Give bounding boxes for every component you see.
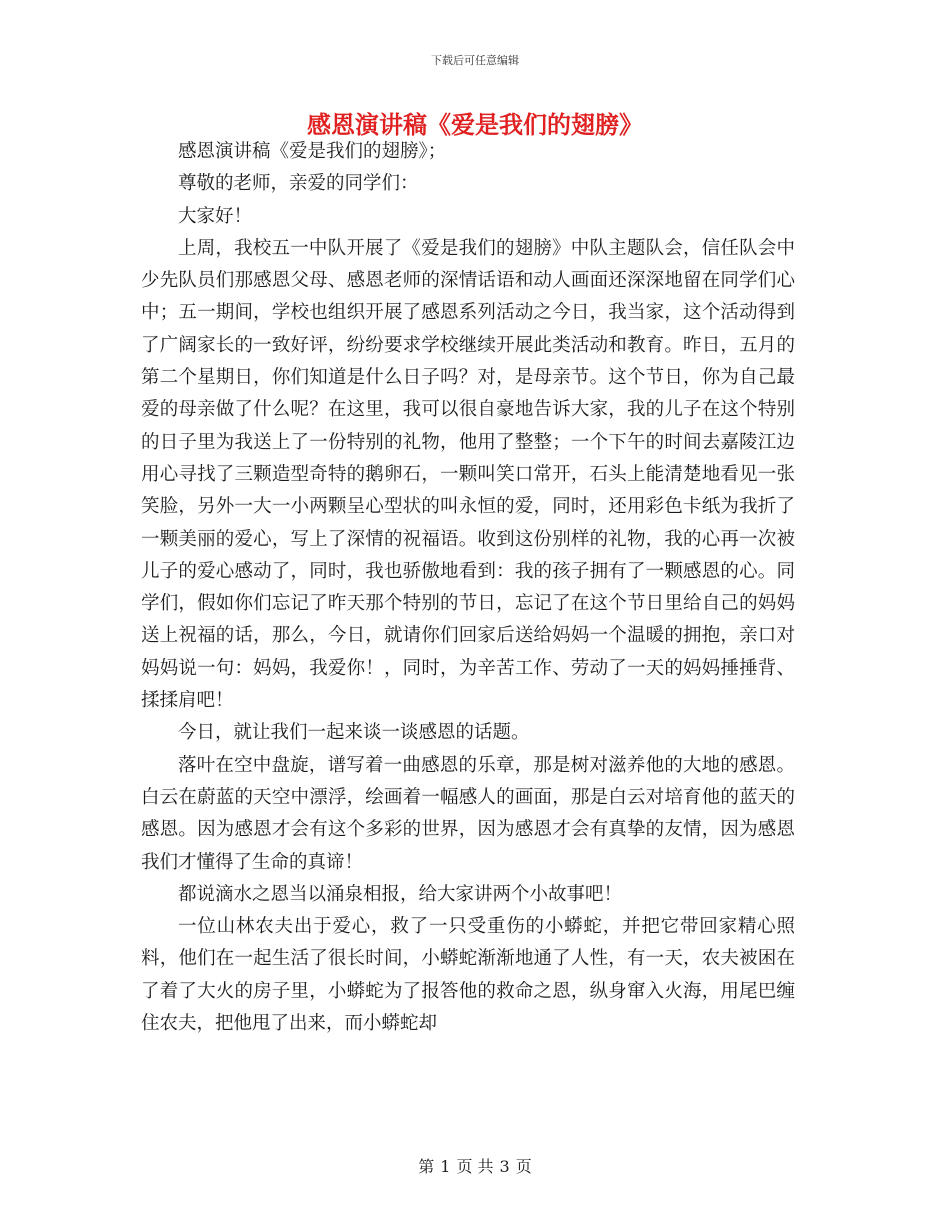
paragraph-gratitude-nature: 落叶在空中盘旋，谱写着一曲感恩的乐章，那是树对滋养他的大地的感恩。白云在蔚蓝的天空中漂浮，绘画着一幅感人的画面，那是白云对培育他的蓝天的感恩。因为感恩才会有这个多彩的世界，因为感恩才会有真挚的友情，因为感恩我们才懂得了生命的真谛！: [141, 754, 795, 873]
paragraph-title-repeat: 感恩演讲稿《爱是我们的翅膀》；: [178, 141, 447, 162]
footer-suffix: 页: [515, 1157, 532, 1176]
footer-middle: 页 共: [456, 1157, 494, 1176]
paragraph-topic-intro: 今日，就让我们一起来谈一谈感恩的话题。: [178, 722, 530, 744]
paragraph-salutation: 尊敬的老师，亲爱的同学们：: [178, 173, 419, 195]
footer-total-pages: 3: [499, 1157, 510, 1176]
page-header-note: 下载后可任意编辑: [431, 54, 519, 67]
page-footer: [0, 1154, 950, 1177]
footer-prefix: 第: [418, 1157, 435, 1176]
paragraph-two-stories-intro: 都说滴水之恩当以涌泉相报，给大家讲两个小故事吧！: [178, 883, 623, 905]
document-title: 感恩演讲稿《爱是我们的翅膀》: [307, 110, 643, 139]
footer-page-number: 1: [440, 1157, 451, 1176]
paragraph-greeting: 大家好！: [178, 205, 253, 227]
paragraph-mothers-day-story: 上周，我校五一中队开展了《爱是我们的翅膀》中队主题队会，信任队会中少先队员们那感恩父母、感恩老师的深情话语和动人画面还深深地留在同学们心中；五一期间，学校也组织开展了感恩系列活动之今日，我当家，这个活动得到了广阔家长的一致好评，纷纷要求学校继续开展此类活动和教育。昨日，五月的第二个星期日，你们知道是什么日子吗？对，是母亲节。这个节日，你为自己最爱的母亲做了什么呢？在这里，我可以很自豪地告诉大家，我的儿子在这个特别的日子里为我送上了一份特别的礼物，他用了整整；一个下午的时间去嘉陵江边用心寻找了三颗造型奇特的鹅卵石，一颗叫笑口常开，石头上能清楚地看见一张笑脸，另外一大一小两颗呈心型状的叫永恒的爱，同时，还用彩色卡纸为我折了一颗美丽的爱心，写上了深情的祝福语。收到这份别样的礼物，我的心再一次被儿子的爱心感动了，同时，我也骄傲地看到：我的孩子拥有了一颗感恩的心。同学们，假如你们忘记了昨天那个特别的节日，忘记了在这个节日里给自己的妈妈送上祝福的话，那么，今日，就请你们回家后送给妈妈一个温暖的拥抱，亲口对妈妈说一句：妈妈，我爱你！，同时，为辛苦工作、劳动了一天的妈妈捶捶背、揉揉肩吧！: [141, 237, 795, 712]
paragraph-farmer-python-story: 一位山林农夫出于爱心，救了一只受重伤的小蟒蛇，并把它带回家精心照料，他们在一起生活了很长时间，小蟒蛇渐渐地通了人性，有一天，农夫被困在了着了大火的房子里，小蟒蛇为了报答他的救命之恩，纵身窜入火海，用尾巴缠住农夫，把他甩了出来，而小蟒蛇却: [141, 916, 795, 1035]
document-body: [141, 136, 795, 1040]
